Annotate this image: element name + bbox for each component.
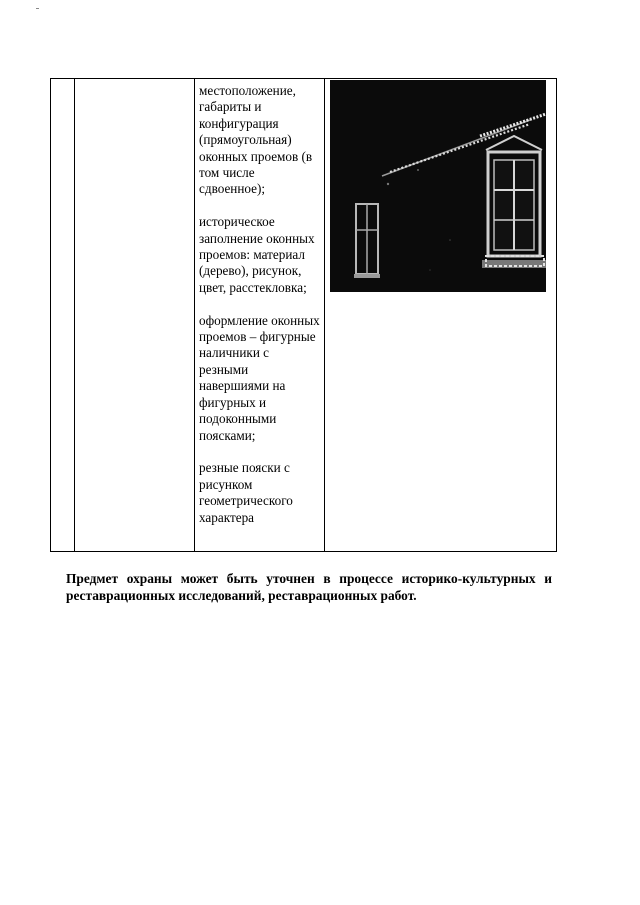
photo-cell <box>325 79 557 552</box>
description-cell <box>195 79 325 552</box>
description-paragraph: резные пояски с рисунком геометрического характера <box>199 460 293 525</box>
category-cell <box>75 79 195 552</box>
number-cell <box>51 79 75 552</box>
photo-wrapper <box>325 79 556 292</box>
footnote-text: Предмет охраны может быть уточнен в процессе историко-культурных и реставрационных исследований, реставрационных работ. <box>66 571 552 603</box>
table-row <box>51 79 557 552</box>
protection-subject-table <box>50 78 557 552</box>
description-text <box>195 79 324 526</box>
description-paragraph: историческое заполнение оконных проемов: материал (дерево), рисунок, цвет, расстекловка; <box>199 214 315 295</box>
scan-artifact <box>36 8 39 9</box>
description-paragraph: оформление оконных проемов – фигурные наличники с резными навершиями на фигурных и подоконными поясками; <box>199 312 320 443</box>
facade-window-photo <box>330 80 546 292</box>
description-paragraph: местоположение, габариты и конфигурация (прямоугольная) оконных проемов (в том числе сдвоенное); <box>199 83 313 197</box>
